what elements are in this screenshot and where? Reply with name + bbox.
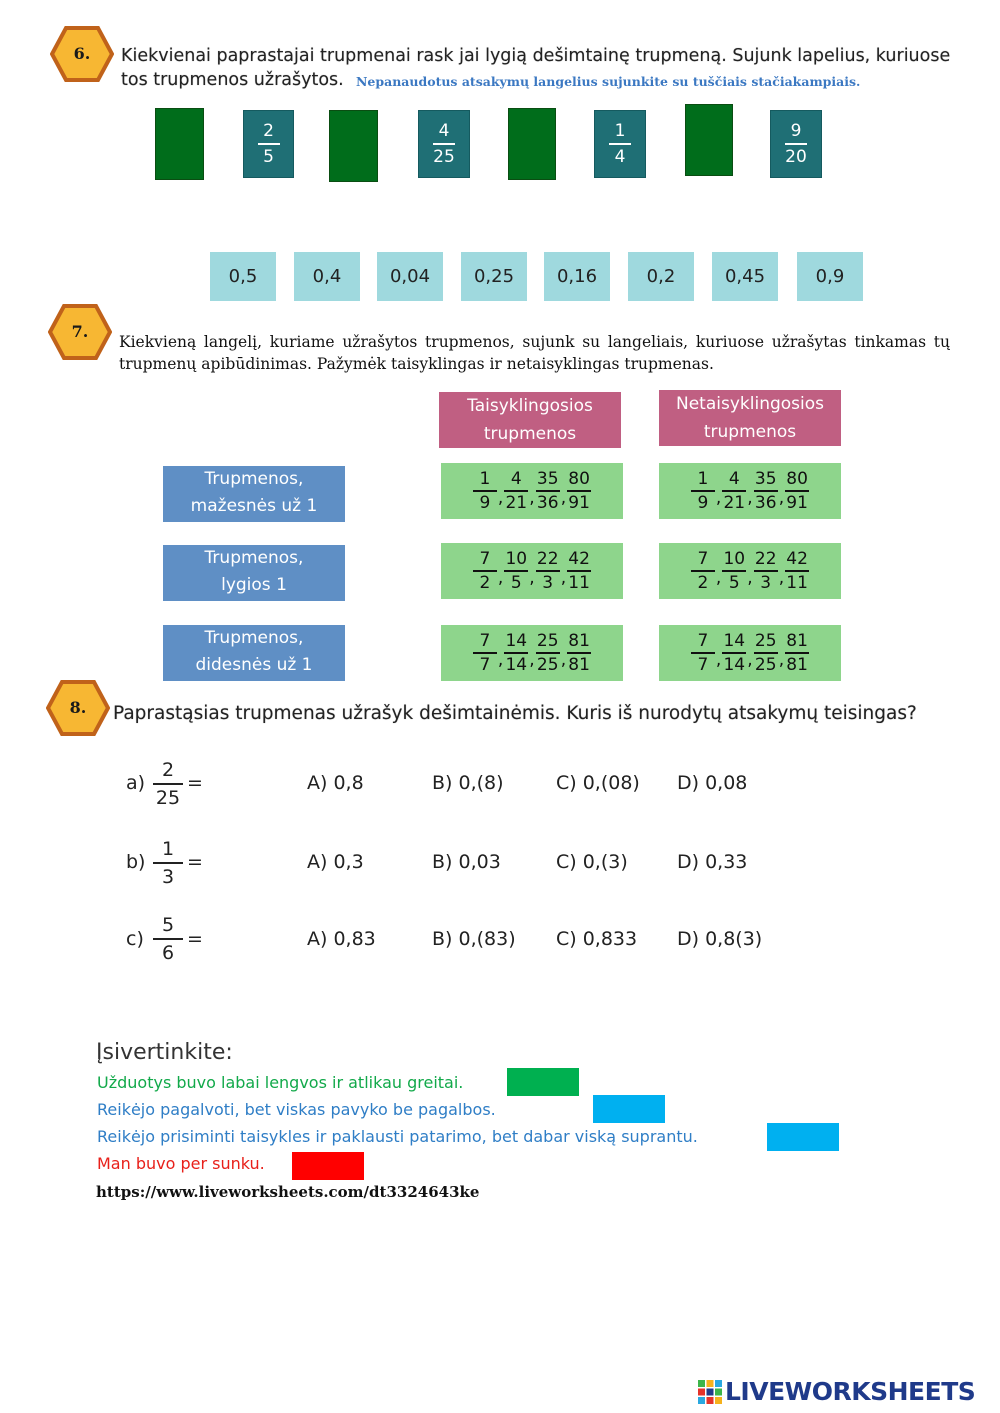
numerator: 5	[161, 914, 175, 936]
self-line-2: Reikėjo pagalvoti, bet viskas pavyko be pagalbos.	[97, 1100, 496, 1119]
numerator: 81	[568, 631, 590, 652]
numerator: 10	[505, 549, 528, 570]
fraction-group-row3-improper[interactable]: 7 7 , 14 14 , 25 25 , 81 81	[659, 625, 841, 681]
task7-text-line2: trupmenų apibūdinimas. Pažymėk taisyklingas ir netaisyklingas trupmenas.	[119, 355, 714, 373]
task8-title: Paprastąsias trupmenas užrašyk dešimtainėmis. Kuris iš nurodytų atsakymų teisingas?	[113, 703, 917, 724]
denominator: 21	[723, 492, 746, 513]
question-b-label: b)	[126, 851, 146, 873]
header-proper-line2: trupmenos	[483, 424, 577, 444]
numerator: 7	[479, 631, 491, 652]
self-swatch-red[interactable]	[292, 1152, 364, 1180]
numerator: 2	[263, 121, 274, 142]
fraction-bar	[609, 143, 631, 145]
question-a-fraction	[153, 759, 183, 809]
option-a-D[interactable]: D) 0,08	[677, 772, 748, 794]
question-a-label: a)	[126, 772, 146, 794]
label-less-than-1[interactable]	[163, 466, 345, 522]
denominator: 7	[697, 654, 709, 675]
option-b-B[interactable]: B) 0,03	[432, 851, 501, 873]
header-improper-line2: trupmenos	[703, 422, 797, 442]
question-c-fraction	[153, 914, 183, 964]
denominator: 2	[479, 572, 491, 593]
denominator: 3	[161, 865, 175, 888]
numerator: 42	[786, 549, 808, 570]
self-swatch-green[interactable]	[507, 1068, 579, 1096]
numerator: 25	[754, 631, 777, 652]
self-swatch-blue-1[interactable]	[593, 1095, 665, 1123]
denominator: 81	[786, 654, 808, 675]
task6-title-line2: tos trupmenos užrašytos.	[121, 70, 344, 90]
option-c-C[interactable]: C) 0,833	[556, 928, 638, 950]
fraction-bar	[258, 143, 280, 145]
row-label-line2: mažesnės už 1	[190, 496, 318, 516]
decimal-card-4[interactable]: 0,25	[461, 252, 527, 301]
numerator: 4	[438, 121, 450, 142]
denominator: 36	[536, 492, 559, 513]
fraction-card-3[interactable]	[594, 110, 646, 178]
option-c-D[interactable]: D) 0,8(3)	[677, 928, 763, 950]
decimal-card-2[interactable]: 0,4	[294, 252, 360, 301]
option-a-C[interactable]: C) 0,(08)	[556, 772, 640, 794]
fraction-group-row3-proper[interactable]: 7 7 , 14 14 , 25 25 , 81 81	[441, 625, 623, 681]
fraction-group-row1-proper[interactable]: 1 9 , 4 21 , 35 36 , 80 91	[441, 463, 623, 519]
denominator: 25	[433, 146, 455, 167]
denominator: 11	[568, 572, 590, 593]
numerator: 22	[754, 549, 777, 570]
denominator: 36	[754, 492, 777, 513]
task6-number-badge	[50, 26, 114, 82]
denominator: 11	[786, 572, 808, 593]
empty-answer-box-3[interactable]	[508, 108, 556, 180]
self-line-4: Man buvo per sunku.	[97, 1154, 265, 1173]
fraction-group-row2-improper[interactable]: 7 2 , 10 5 , 22 3 , 42 11	[659, 543, 841, 599]
row-label-line2: didesnės už 1	[195, 655, 313, 675]
fraction-card-4[interactable]	[770, 110, 822, 178]
logo-text: LIVEWORKSHEETS	[725, 1377, 976, 1406]
row-label-line1: Trupmenos,	[204, 628, 304, 648]
task6-note: Nepanaudotus atsakymų langelius sujunkite su tuščiais stačiakampiais.	[356, 74, 861, 89]
task6-title-line1: Kiekvienai paprastajai trupmenai rask jai lygią dešimtainę trupmeną. Sujunk lapelius, kuriuose	[121, 46, 951, 66]
task6-title	[121, 44, 961, 68]
fraction-bar	[433, 143, 455, 145]
numerator: 4	[510, 469, 522, 490]
decimal-card-5[interactable]: 0,16	[544, 252, 610, 301]
header-improper-line1: Netaisyklingosios	[676, 394, 824, 414]
label-equal-1[interactable]	[163, 545, 345, 601]
self-swatch-blue-2[interactable]	[767, 1123, 839, 1151]
row-label-line1: Trupmenos,	[204, 469, 304, 489]
question-c-label: c)	[126, 928, 144, 950]
numerator: 14	[505, 631, 528, 652]
denominator: 91	[786, 492, 808, 513]
liveworksheets-logo	[697, 1377, 975, 1406]
fraction-card-1[interactable]	[243, 110, 294, 178]
option-c-B[interactable]: B) 0,(83)	[432, 928, 516, 950]
row-label-line1: Trupmenos,	[204, 548, 304, 568]
row-label-line2: lygios 1	[221, 575, 287, 595]
self-line-3: Reikėjo prisiminti taisykles ir paklausti patarimo, bet dabar viską suprantu.	[97, 1127, 698, 1146]
denominator: 4	[614, 146, 626, 167]
numerator: 1	[161, 838, 175, 860]
denominator: 14	[723, 654, 746, 675]
denominator: 81	[568, 654, 590, 675]
empty-answer-box-1[interactable]	[155, 108, 204, 180]
numerator: 10	[723, 549, 746, 570]
task8-number-badge	[46, 680, 110, 736]
fraction-group-row2-proper[interactable]: 7 2 , 10 5 , 22 3 , 42 11	[441, 543, 623, 599]
numerator: 35	[536, 469, 559, 490]
numerator: 2	[161, 759, 175, 781]
numerator: 7	[479, 549, 491, 570]
numerator: 81	[786, 631, 808, 652]
denominator: 5	[510, 572, 522, 593]
denominator: 91	[568, 492, 590, 513]
task7-number: 7.	[71, 322, 89, 341]
numerator: 35	[754, 469, 777, 490]
denominator: 9	[479, 492, 491, 513]
denominator: 6	[161, 941, 175, 964]
denominator: 3	[542, 572, 554, 593]
decimal-card-3[interactable]: 0,04	[377, 252, 443, 301]
self-assessment-title: Įsivertinkite:	[96, 1040, 233, 1065]
label-greater-than-1[interactable]	[163, 625, 345, 681]
fraction-group-row1-improper[interactable]: 1 9 , 4 21 , 35 36 , 80 91	[659, 463, 841, 519]
option-a-A[interactable]: A) 0,8	[307, 772, 364, 794]
numerator: 1	[479, 469, 491, 490]
liveworksheets-logo-icon	[697, 1379, 723, 1405]
question-b-fraction	[153, 838, 183, 888]
equals-sign: =	[187, 772, 203, 794]
numerator: 80	[786, 469, 808, 490]
self-line-1: Užduotys buvo labai lengvos ir atlikau greitai.	[97, 1073, 464, 1092]
option-b-C[interactable]: C) 0,(3)	[556, 851, 628, 873]
task7-number-badge	[48, 304, 112, 360]
fraction-bar	[785, 143, 807, 145]
denominator: 7	[479, 654, 491, 675]
numerator: 4	[728, 469, 740, 490]
numerator: 9	[790, 121, 802, 142]
empty-answer-box-4[interactable]	[685, 104, 733, 176]
numerator: 1	[697, 469, 709, 490]
numerator: 25	[536, 631, 559, 652]
numerator: 80	[568, 469, 590, 490]
task7-text-line1: Kiekvieną langelį, kuriame užrašytos trupmenos, sujunk su langeliais, kuriuose užrašytas tinkamas tų	[119, 333, 950, 351]
numerator: 1	[614, 121, 626, 142]
denominator: 25	[155, 786, 181, 809]
numerator: 22	[536, 549, 559, 570]
numerator: 42	[568, 549, 590, 570]
option-c-A[interactable]: A) 0,83	[307, 928, 376, 950]
denominator: 14	[505, 654, 528, 675]
denominator: 5	[263, 146, 274, 167]
denominator: 25	[536, 654, 559, 675]
denominator: 25	[754, 654, 777, 675]
numerator: 14	[723, 631, 746, 652]
task6-number: 6.	[73, 44, 91, 63]
header-proper-line1: Taisyklingosios	[467, 396, 593, 416]
denominator: 21	[505, 492, 528, 513]
numerator: 7	[697, 631, 709, 652]
equals-sign: =	[187, 928, 203, 950]
task8-number: 8.	[69, 698, 87, 717]
equals-sign: =	[187, 851, 203, 873]
decimal-card-7[interactable]: 0,45	[712, 252, 778, 301]
denominator: 20	[785, 146, 807, 167]
empty-answer-box-2[interactable]	[329, 110, 378, 182]
option-b-D[interactable]: D) 0,33	[677, 851, 748, 873]
numerator: 7	[697, 549, 709, 570]
decimal-card-8[interactable]: 0,9	[797, 252, 863, 301]
fraction-card-2[interactable]	[418, 110, 470, 178]
option-a-B[interactable]: B) 0,(8)	[432, 772, 504, 794]
denominator: 5	[728, 572, 740, 593]
worksheet-url[interactable]: https://www.liveworksheets.com/dt3324643ke	[96, 1183, 480, 1201]
option-b-A[interactable]: A) 0,3	[307, 851, 364, 873]
task7-text	[119, 331, 950, 375]
denominator: 9	[697, 492, 709, 513]
decimal-card-1[interactable]: 0,5	[210, 252, 276, 301]
header-improper-fractions[interactable]	[659, 390, 841, 446]
header-proper-fractions[interactable]	[439, 392, 621, 448]
denominator: 3	[760, 572, 772, 593]
decimal-card-6[interactable]: 0,2	[628, 252, 694, 301]
denominator: 2	[697, 572, 709, 593]
